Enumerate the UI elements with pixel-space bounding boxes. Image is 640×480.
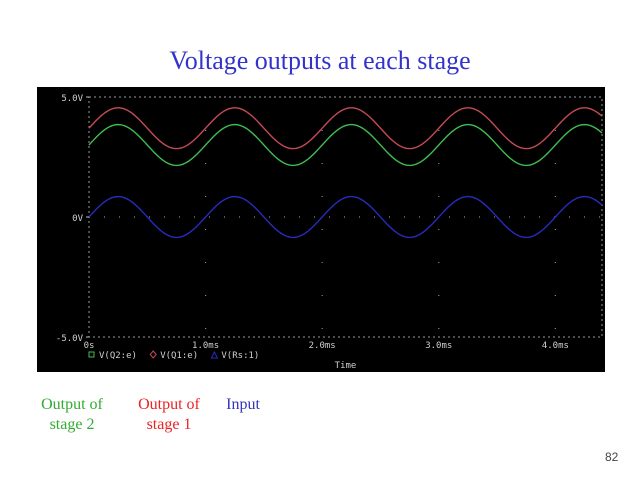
- legend-label-2: V(Rs:1): [221, 351, 260, 361]
- plot-svg: [37, 87, 605, 372]
- plot-frame: [89, 97, 602, 337]
- caption-stage1-line1: Output of: [138, 396, 200, 413]
- x-tick-label-4: 4.0ms: [541, 341, 569, 351]
- legend-label-0: V(Q2:e): [99, 351, 137, 361]
- oscilloscope-plot: [37, 87, 605, 372]
- x-tick-label-0: 0s: [83, 341, 95, 351]
- caption-stage2: [36, 395, 108, 435]
- x-tick-label-2: 2.0ms: [308, 341, 336, 351]
- legend-marker-0: [89, 352, 94, 357]
- legend-marker-2: [211, 352, 217, 358]
- chart-title: Voltage outputs at each stage: [169, 46, 471, 75]
- x-tick-label-3: 3.0ms: [425, 341, 453, 351]
- legend-label-1: V(Q1:e): [160, 351, 199, 361]
- caption-stage2-line1: Output of: [41, 396, 103, 413]
- y-tick-label-0: 5.0V: [61, 94, 83, 104]
- y-tick-label-2: -5.0V: [55, 334, 83, 344]
- caption-stage2-line2: stage 2: [49, 416, 95, 433]
- caption-input: [220, 395, 266, 415]
- page-number: 82: [605, 450, 619, 464]
- caption-stage1: [132, 395, 206, 435]
- legend-marker-1: [150, 351, 156, 358]
- x-axis-label: Time: [334, 361, 357, 371]
- series-line-2: [89, 197, 602, 238]
- x-tick-label-1: 1.0ms: [192, 341, 220, 351]
- caption-input-line1: Input: [226, 396, 260, 413]
- caption-stage1-line2: stage 1: [146, 416, 192, 433]
- series-line-1: [89, 108, 602, 149]
- y-tick-label-1: 0V: [72, 214, 83, 224]
